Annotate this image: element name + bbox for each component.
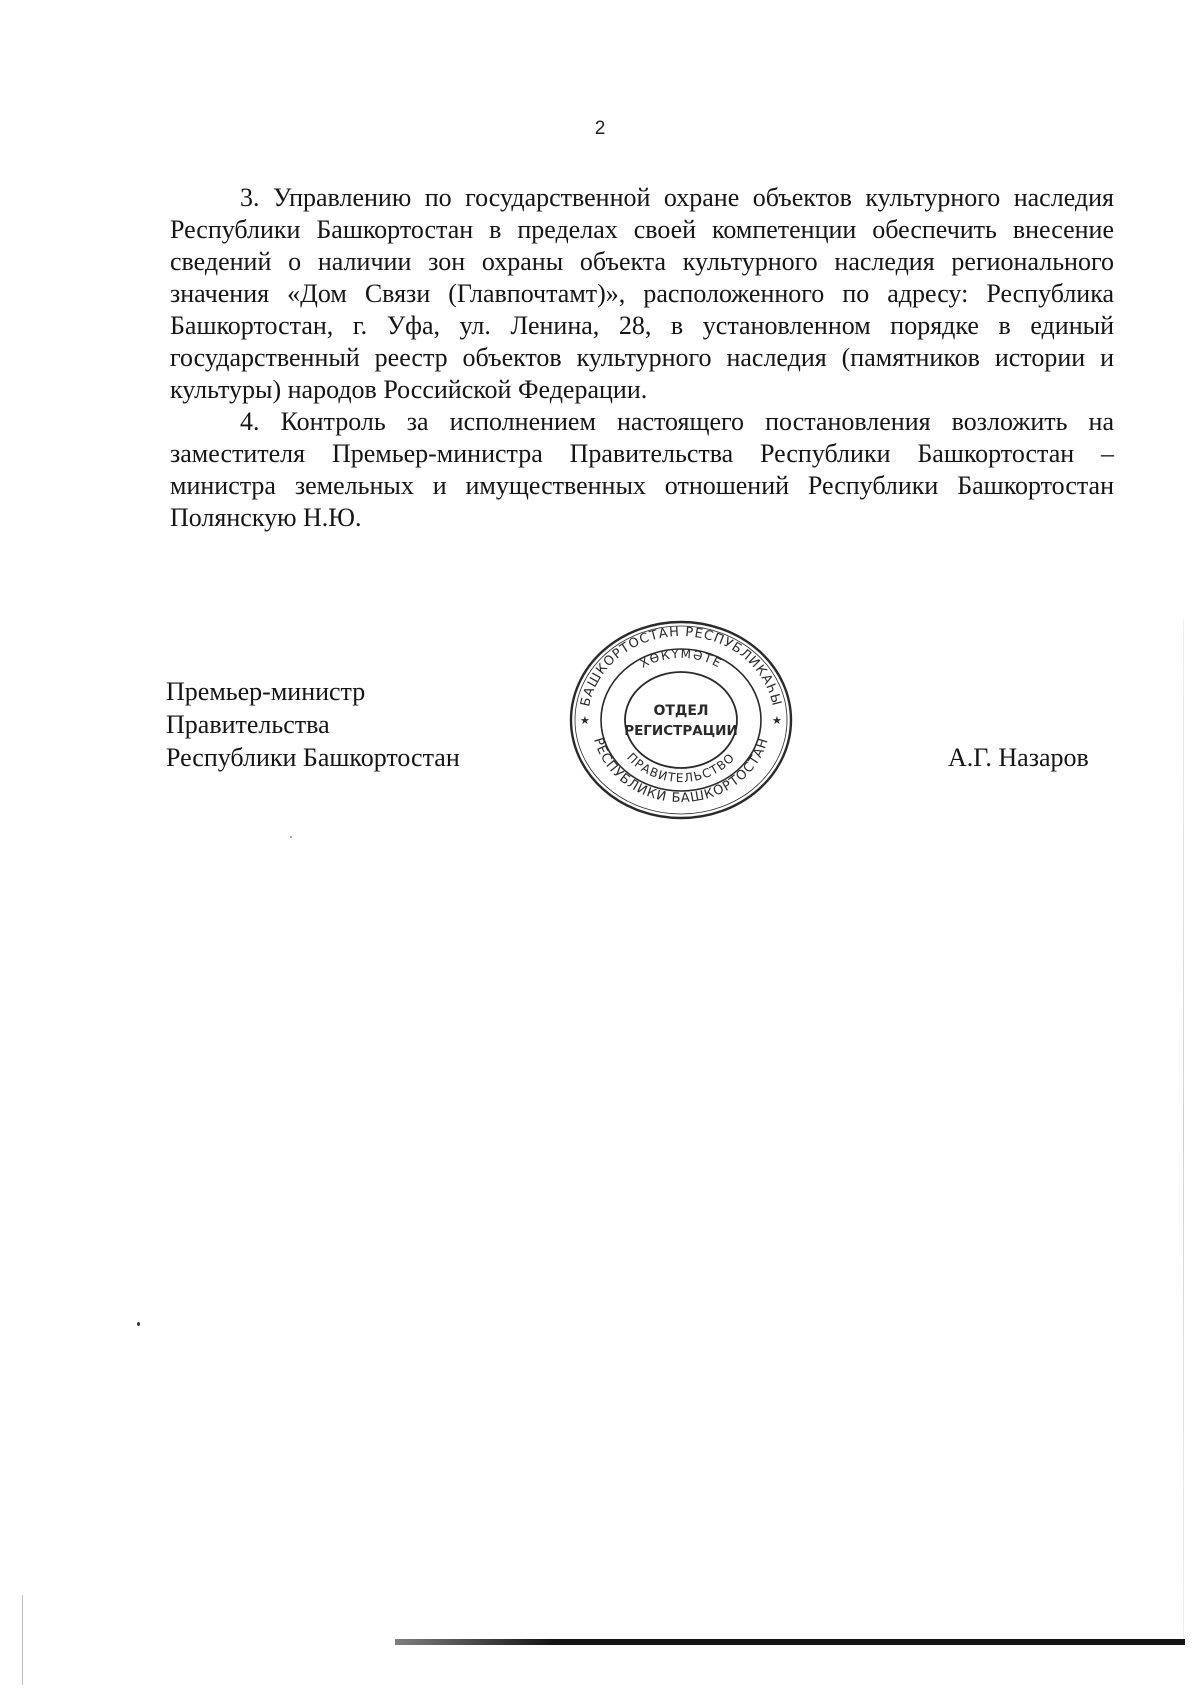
seal-outer-text-bottom: РЕСПУБЛИКИ БАШКОРТОСТАН [590,735,772,807]
seal-center-text-line: РЕГИСТРАЦИИ [624,723,738,739]
signatory-position [166,675,460,774]
signatory-position-line: Премьер-министр [166,677,366,706]
paragraph-3: 3. Управлению по государственной охране объектов культурного наследия Республики Башкортостан в пределах своей компетенции обеспечить внесение сведений о наличии зон охраны объекта культурного наследия регионального значения «Дом Связи (Главпочтамт)», расположенного по адресу: Республика Башкортостан, г. Уфа, ул. Ленина, 28, в установленном порядке в единый государственный реестр объектов культурного наследия (памятников истории и культуры) народов Российской Федерации. [170,183,1114,404]
seal-star-icon: ★ [772,714,782,727]
scan-speck [137,1322,140,1326]
scan-edge-bar-bottom [395,1639,1185,1645]
page-number: 2 [594,118,606,139]
seal-inner-text-bottom: ПРАВИТЕЛЬСТВО [624,750,738,786]
scan-edge-line-right [1183,620,1184,1640]
signatory-name: А.Г. Назаров [948,743,1089,772]
scan-edge-line-left [22,1595,23,1685]
seal-center-text-line: ОТДЕЛ [653,703,709,719]
seal-inner-ring [625,672,737,768]
official-seal-stamp [566,618,796,823]
seal-star-icon: ★ [580,714,590,727]
scan-speck [290,836,292,838]
signatory-position-line: Республики Башкортостан [166,743,460,772]
seal-inner-text-top: ХӨКҮМӘТЕ [637,646,725,671]
signatory-position-line: Правительства [166,710,330,739]
seal-outer-text-top: БАШКОРТОСТАН РЕСПУБЛИКАҺЫ [578,624,784,709]
paragraph-4: 4. Контроль за исполнением настоящего постановления возложить на заместителя Премьер-министра Правительства Республики Башкортостан – министра земельных и имущественных отношений Республики Башкортостан Полянскую Н.Ю. [170,407,1114,532]
document-body [170,182,1114,534]
